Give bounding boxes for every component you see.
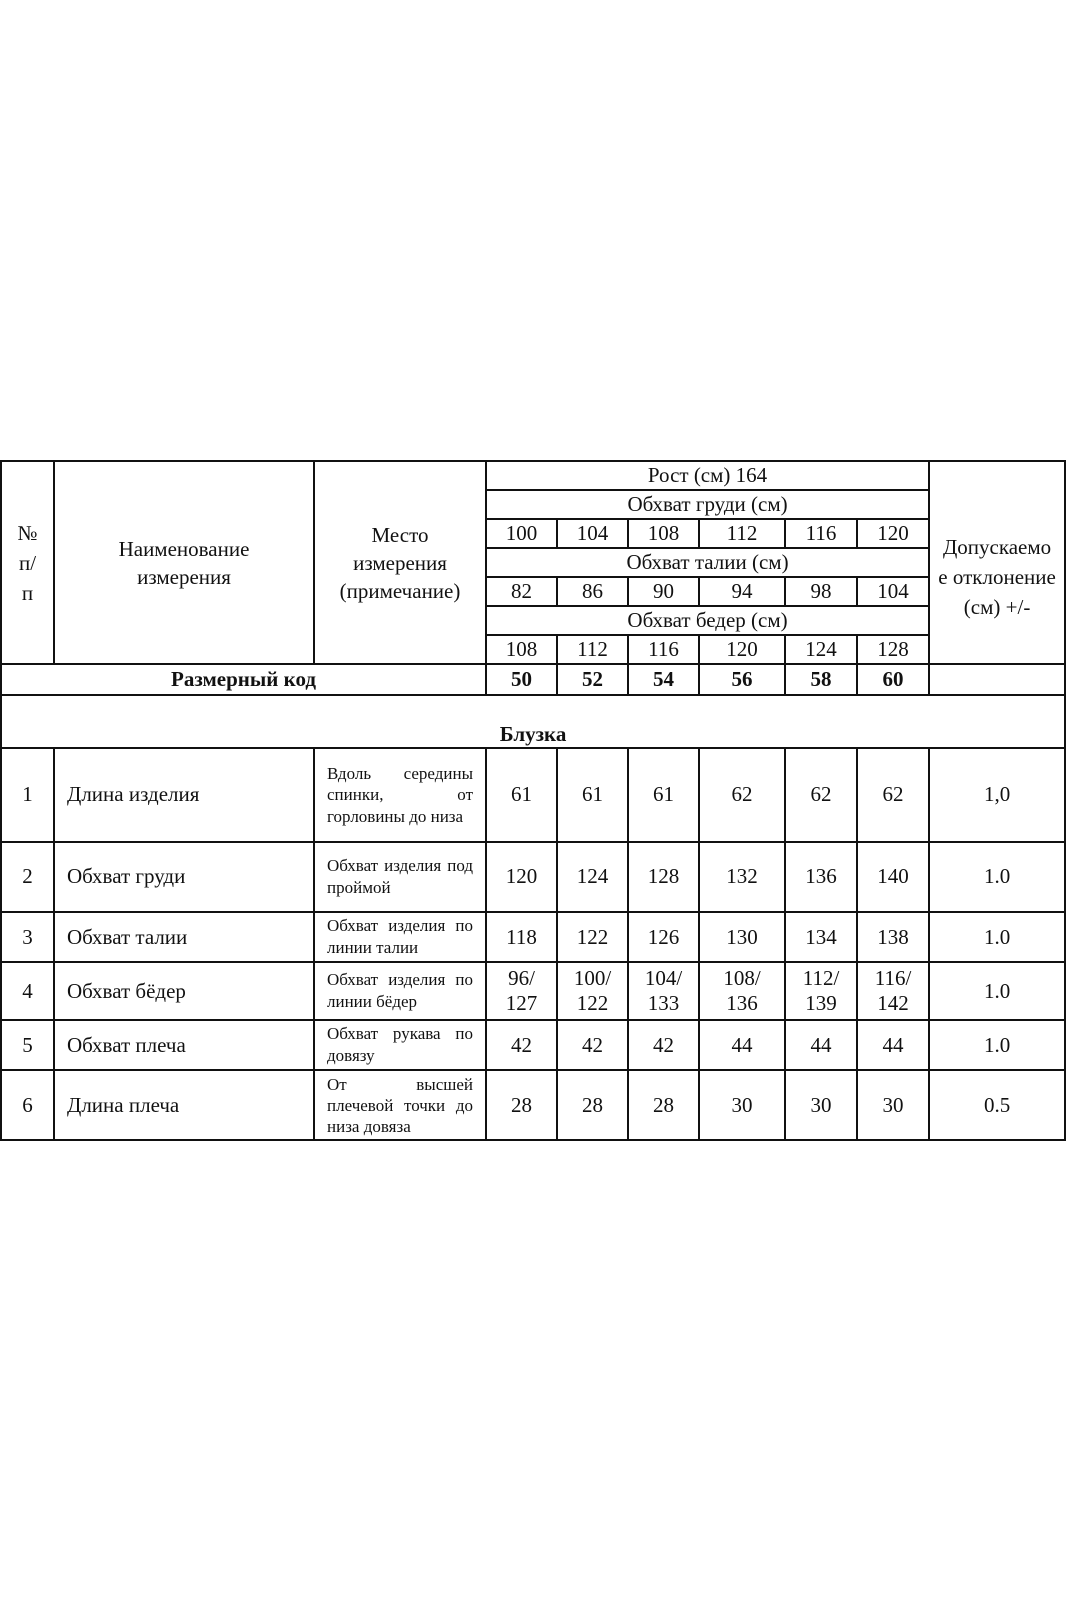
row-number: 4: [1, 962, 54, 1020]
waist-value: 104: [857, 577, 929, 606]
waist-value: 90: [628, 577, 699, 606]
row-value: 120: [486, 842, 557, 912]
hips-value: 112: [557, 635, 628, 664]
row-value: 28: [557, 1070, 628, 1140]
row-value: [557, 962, 628, 1020]
row-number: 2: [1, 842, 54, 912]
row-value: [699, 962, 785, 1020]
hips-value: 116: [628, 635, 699, 664]
place-header: Место измерения (примечание): [314, 461, 486, 664]
height-header: Рост (см) 164: [486, 461, 929, 490]
row-number: 5: [1, 1020, 54, 1070]
tolerance-header: Допускаемо е отклонение (см) +/-: [929, 490, 1065, 664]
row-tolerance: 1.0: [929, 912, 1065, 962]
table-row: [1, 912, 1065, 962]
waist-header: Обхват талии (см): [486, 548, 929, 577]
row-value: 124: [557, 842, 628, 912]
chest-value: 108: [628, 519, 699, 548]
row-name: Обхват талии: [54, 912, 314, 962]
row-note: Обхват изделия под проймой: [314, 842, 486, 912]
waist-value: 98: [785, 577, 857, 606]
row-value: 61: [628, 748, 699, 842]
size-code-label: Размерный код: [1, 664, 486, 695]
row-note: Обхват изделия по линии бёдер: [314, 962, 486, 1020]
value-top: 100/: [573, 966, 612, 990]
row-note: От высшей плечевой точки до низа довяза: [314, 1070, 486, 1140]
row-value: 132: [699, 842, 785, 912]
hips-value: 128: [857, 635, 929, 664]
table-row: [1, 1020, 1065, 1070]
value-bottom: 133: [647, 991, 680, 1016]
row-tolerance: 1.0: [929, 1020, 1065, 1070]
row-value: 128: [628, 842, 699, 912]
row-value: 44: [785, 1020, 857, 1070]
value-bottom: 136: [726, 991, 758, 1016]
chest-value: 116: [785, 519, 857, 548]
section-title: Блузка: [1, 695, 1065, 748]
value-bottom: 127: [505, 991, 538, 1016]
row-tolerance: 1.0: [929, 842, 1065, 912]
row-value: 28: [628, 1070, 699, 1140]
row-name: Обхват груди: [54, 842, 314, 912]
num-header: № п/ п: [1, 461, 54, 664]
row-value: 62: [699, 748, 785, 842]
row-value: 62: [857, 748, 929, 842]
value-bottom: 139: [805, 991, 837, 1016]
size-chart-sheet: [0, 460, 1066, 1141]
waist-value: 82: [486, 577, 557, 606]
row-note: Вдоль середины спинки, от горловины до низа: [314, 748, 486, 842]
row-value: 28: [486, 1070, 557, 1140]
table-row: [1, 1070, 1065, 1140]
row-value: [785, 962, 857, 1020]
size-code-value: 54: [628, 664, 699, 695]
row-value: 61: [557, 748, 628, 842]
row-name: Длина плеча: [54, 1070, 314, 1140]
row-value: 130: [699, 912, 785, 962]
row-value: [486, 962, 557, 1020]
row-number: 3: [1, 912, 54, 962]
row-value: [628, 962, 699, 1020]
value-bottom: 142: [877, 991, 909, 1016]
row-note: Обхват рукава по довязу: [314, 1020, 486, 1070]
row-value: 136: [785, 842, 857, 912]
chest-value: 112: [699, 519, 785, 548]
value-top: 104/: [644, 966, 683, 990]
hips-header: Обхват бедер (см): [486, 606, 929, 635]
size-code-value: 52: [557, 664, 628, 695]
size-code-value: 50: [486, 664, 557, 695]
row-value: 138: [857, 912, 929, 962]
row-value: 30: [699, 1070, 785, 1140]
chest-value: 104: [557, 519, 628, 548]
row-name: Длина изделия: [54, 748, 314, 842]
table-row: [1, 962, 1065, 1020]
row-value: 118: [486, 912, 557, 962]
name-header: Наименование измерения: [54, 461, 314, 664]
value-top: 96/: [508, 966, 535, 990]
value-bottom: 122: [576, 991, 609, 1016]
chest-header: Обхват груди (см): [486, 490, 929, 519]
row-number: 1: [1, 748, 54, 842]
chest-value: 100: [486, 519, 557, 548]
size-chart-table: [0, 460, 1066, 1141]
table-row: [1, 748, 1065, 842]
row-name: Обхват бёдер: [54, 962, 314, 1020]
size-code-value: 60: [857, 664, 929, 695]
waist-value: 86: [557, 577, 628, 606]
size-code-value: 56: [699, 664, 785, 695]
value-top: 108/: [723, 966, 761, 990]
row-value: 42: [628, 1020, 699, 1070]
row-name: Обхват плеча: [54, 1020, 314, 1070]
chest-value: 120: [857, 519, 929, 548]
value-top: 112/: [802, 966, 840, 990]
row-value: 126: [628, 912, 699, 962]
hips-value: 124: [785, 635, 857, 664]
row-number: 6: [1, 1070, 54, 1140]
waist-value: 94: [699, 577, 785, 606]
row-value: 134: [785, 912, 857, 962]
table-row: [1, 842, 1065, 912]
row-tolerance: 1.0: [929, 962, 1065, 1020]
hips-value: 108: [486, 635, 557, 664]
row-tolerance: 1,0: [929, 748, 1065, 842]
size-code-tolerance: [929, 664, 1065, 695]
row-tolerance: 0.5: [929, 1070, 1065, 1140]
row-value: 62: [785, 748, 857, 842]
row-value: 122: [557, 912, 628, 962]
row-value: 44: [699, 1020, 785, 1070]
row-value: 42: [486, 1020, 557, 1070]
tolerance-header-top: [929, 461, 1065, 490]
row-value: 61: [486, 748, 557, 842]
value-top: 116/: [874, 966, 912, 990]
row-value: 30: [785, 1070, 857, 1140]
row-value: 140: [857, 842, 929, 912]
row-note: Обхват изделия по линии талии: [314, 912, 486, 962]
row-value: 44: [857, 1020, 929, 1070]
row-value: [857, 962, 929, 1020]
hips-value: 120: [699, 635, 785, 664]
row-value: 30: [857, 1070, 929, 1140]
row-value: 42: [557, 1020, 628, 1070]
size-code-value: 58: [785, 664, 857, 695]
